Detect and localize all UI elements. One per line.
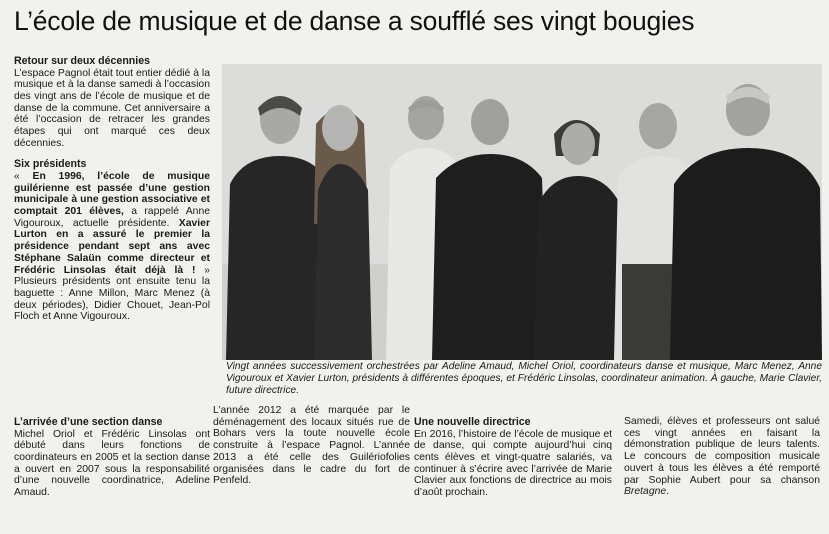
person-2 (314, 105, 372, 360)
quote-bold-2: Xavier Lurton en a assuré le premier la présidence pendant sept ans avec Stéphane Salaün comme directeur et Frédéric Linsolas était déjà là ! (14, 217, 210, 276)
group-photo (222, 64, 822, 360)
quote-mid: a rappelé Anne Vigouroux, actuelle présidente. (14, 206, 211, 229)
concours-end: . (666, 486, 670, 498)
paragraph-2012: L’année 2012 a été marquée par le déménagement des locaux situés rue de Bohars vers la toute nouvelle école construite à l’espace Pagnol. L’année 2013 a été celle des Guilériofolies organisées dans le cadre du fort de Penfeld. (213, 405, 410, 487)
subheading-directrice: Une nouvelle directrice (414, 416, 531, 428)
paragraph-presidents (14, 171, 210, 323)
subheading-danse: L’arrivée d’une section danse (14, 416, 163, 428)
quote-bold-1: En 1996, l’école de musique guilérienne est passée d’une gestion municipale à une gestion associative et comptait 201 élèves, (14, 170, 210, 218)
paragraph-concours (624, 416, 820, 498)
article-column-1 (14, 55, 210, 323)
article-column-2 (213, 405, 410, 487)
photo-caption-text: Vingt années successivement orchestrées par Adeline Amaud, Michel Oriol, coordinateurs danse et musique, Marc Menez, Anne Vigouroux et Xavier Lurton, présidents à différentes époques, et Frédéric Linsolas, coordinateur animation. À gauche, Marie Clavier, future directrice. (226, 361, 822, 396)
article-column-4 (624, 416, 820, 498)
paragraph-directrice: En 2016, l’histoire de l’école de musique et de danse, qui compte aujourd’hui cinq cents élèves et vingt-quatre salariés, va continuer à s’écrire avec l’arrivée de Marie Clavier aux fonctions de directrice au mois d’août prochain. (414, 428, 612, 499)
quote-end: » Plusieurs présidents ont ensuite tenu la baguette : Anne Millon, Marc Menez (à deux périodes), Didier Chouet, Jean-Pol Floch et Anne Vigouroux. (14, 264, 210, 323)
article-column-1b (14, 416, 210, 499)
song-title: Bretagne (624, 486, 667, 498)
quote-open: « (14, 170, 33, 182)
concours-text: Samedi, élèves et professeurs ont salué ces vingt années en faisant la démonstration publique de leurs talents. Le concours de composition musicale ouvert à tous les élèves a été remporté par Sophie Aubert pour sa chanson (624, 416, 820, 486)
group-photo-illustration (222, 64, 822, 360)
article-column-3 (414, 416, 612, 499)
subheading-presidents: Six présidents (14, 158, 87, 171)
subheading-retour: Retour sur deux décennies (14, 55, 150, 67)
photo-caption (226, 361, 822, 397)
paragraph-danse: Michel Oriol et Frédéric Linsolas ont débuté dans leurs fonctions de coordinateurs en 2005 et la section danse a ouvert en 2007 sous la responsabilité d’une nouvelle coordinatrice, Adeline Amaud. (14, 428, 210, 499)
paragraph-retour: L’espace Pagnol était tout entier dédié à la musique et à la danse samedi à l’occasion des vingt ans de l’école de musique et de danse de la commune. Cet anniversaire a été l’occasion de retracer les grandes étapes qui ont marqué ces deux décennies. (14, 67, 210, 149)
headline: L’école de musique et de danse a soufflé ses vingt bougies (14, 6, 695, 36)
